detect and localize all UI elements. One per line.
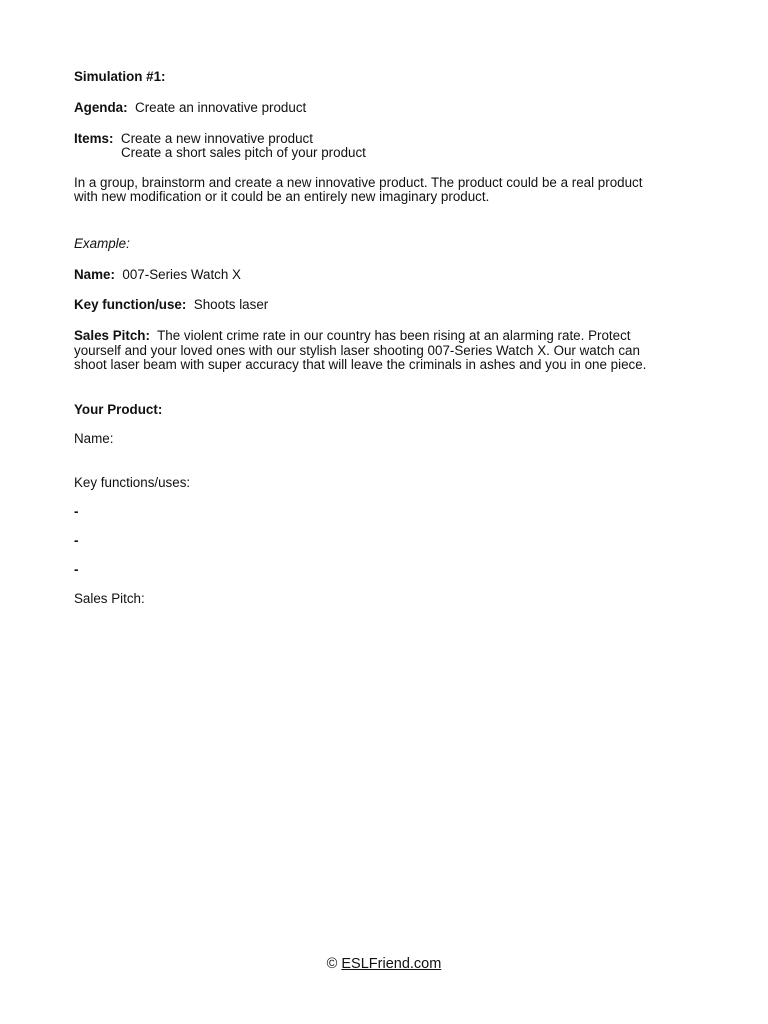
your-product-heading: Your Product: bbox=[74, 402, 163, 417]
your-product-name-label: Name: bbox=[74, 431, 114, 446]
example-heading: Example: bbox=[74, 236, 130, 251]
example-pitch-line-1: The violent crime rate in our country has been rising at an alarming rate. Protect bbox=[157, 328, 631, 343]
example-name-row bbox=[74, 267, 241, 282]
example-function-label: Key function/use: bbox=[74, 297, 187, 312]
your-product-functions-label: Key functions/uses: bbox=[74, 475, 191, 490]
example-name-label: Name: bbox=[74, 267, 115, 282]
items-second: Create a short sales pitch of your product bbox=[121, 145, 366, 160]
instructions-line-1: In a group, brainstorm and create a new innovative product. The product could be a real product bbox=[74, 175, 643, 190]
example-pitch-line-2: yourself and your loved ones with our stylish laser shooting 007-Series Watch X. Our watch can bbox=[74, 343, 640, 358]
agenda-label: Agenda: bbox=[74, 100, 128, 115]
your-product-pitch-label: Sales Pitch: bbox=[74, 591, 145, 606]
copyright-footer bbox=[0, 956, 768, 972]
items-row bbox=[74, 131, 313, 146]
example-function-row bbox=[74, 297, 268, 312]
agenda-text: Create an innovative product bbox=[135, 100, 307, 115]
copyright-symbol: © bbox=[326, 956, 338, 972]
function-bullet: - bbox=[74, 562, 79, 577]
simulation-title: Simulation #1: bbox=[74, 69, 166, 84]
instructions-line-2: with new modification or it could be an entirely new imaginary product. bbox=[74, 189, 490, 204]
example-name-value: 007-Series Watch X bbox=[122, 267, 241, 282]
example-pitch-line-3: shoot laser beam with super accuracy that will leave the criminals in ashes and you in one piece. bbox=[74, 357, 647, 372]
function-bullet: - bbox=[74, 533, 79, 548]
example-pitch-row bbox=[74, 328, 631, 343]
example-pitch-label: Sales Pitch: bbox=[74, 328, 150, 343]
function-bullet: - bbox=[74, 504, 79, 519]
agenda-row bbox=[74, 100, 306, 115]
items-first: Create a new innovative product bbox=[120, 131, 313, 146]
example-function-value: Shoots laser bbox=[193, 297, 269, 312]
site-link[interactable]: ESLFriend.com bbox=[341, 956, 442, 972]
items-label: Items: bbox=[74, 131, 114, 146]
